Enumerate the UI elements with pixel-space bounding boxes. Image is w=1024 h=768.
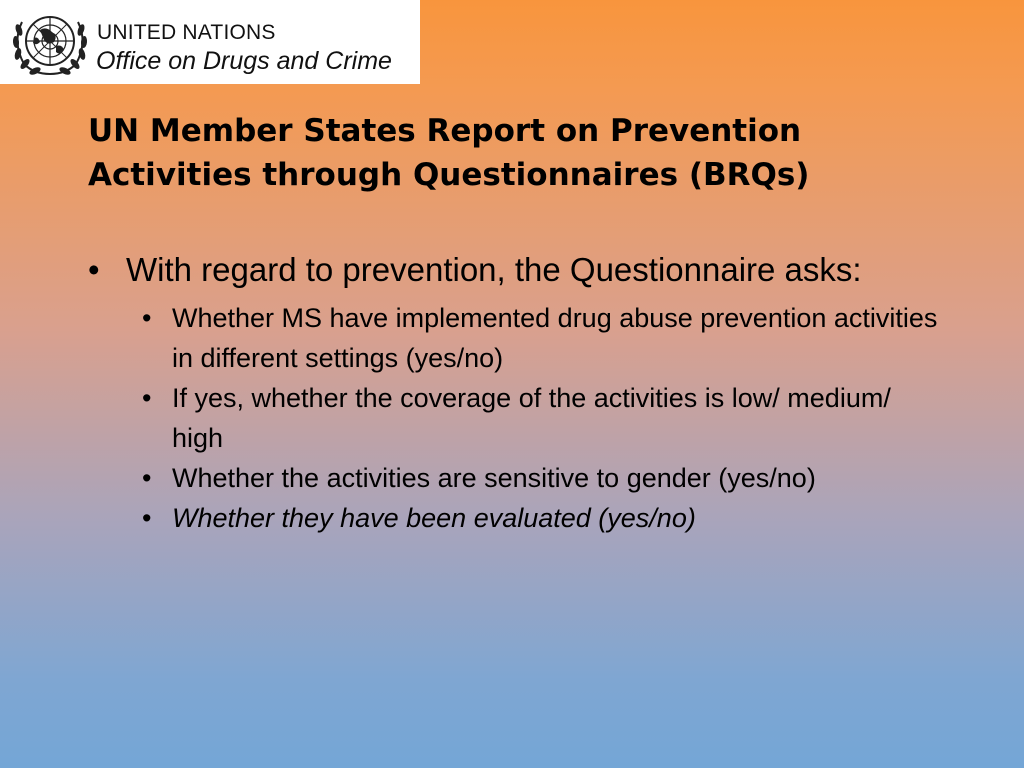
sub-bullet-marker: •: [142, 503, 152, 533]
title-line-2: Activities through Questionnaires (BRQs): [88, 157, 810, 193]
title-line-1: UN Member States Report on Prevention: [88, 113, 802, 149]
sub-bullet-item: [126, 298, 948, 378]
sub-bullet-item: [126, 498, 948, 538]
bullet-marker: •: [88, 251, 100, 288]
sub-bullet-list: [126, 298, 948, 538]
bullet-list: [88, 248, 948, 538]
sub-bullet-text: If yes, whether the coverage of the activities is low/ medium/ high: [172, 383, 891, 453]
sub-bullet-text: Whether the activities are sensitive to gender (yes/no): [172, 463, 816, 493]
sub-bullet-marker: •: [142, 463, 152, 493]
office-name: Office on Drugs and Crime: [96, 47, 392, 75]
sub-bullet-text: Whether they have been evaluated (yes/no): [172, 503, 696, 533]
header-logo-band: [0, 0, 420, 84]
main-bullet: [88, 248, 948, 538]
sub-bullet-item: [126, 458, 948, 498]
sub-bullet-item: [126, 378, 948, 458]
slide-title: [88, 109, 968, 197]
sub-bullet-text: Whether MS have implemented drug abuse prevention activities in different settings (yes/no): [172, 303, 938, 373]
un-emblem-icon: [10, 6, 90, 78]
sub-bullet-marker: •: [142, 383, 152, 413]
main-bullet-text: With regard to prevention, the Questionnaire asks:: [126, 251, 862, 288]
org-name: UNITED NATIONS: [97, 21, 276, 44]
sub-bullet-marker: •: [142, 303, 152, 333]
